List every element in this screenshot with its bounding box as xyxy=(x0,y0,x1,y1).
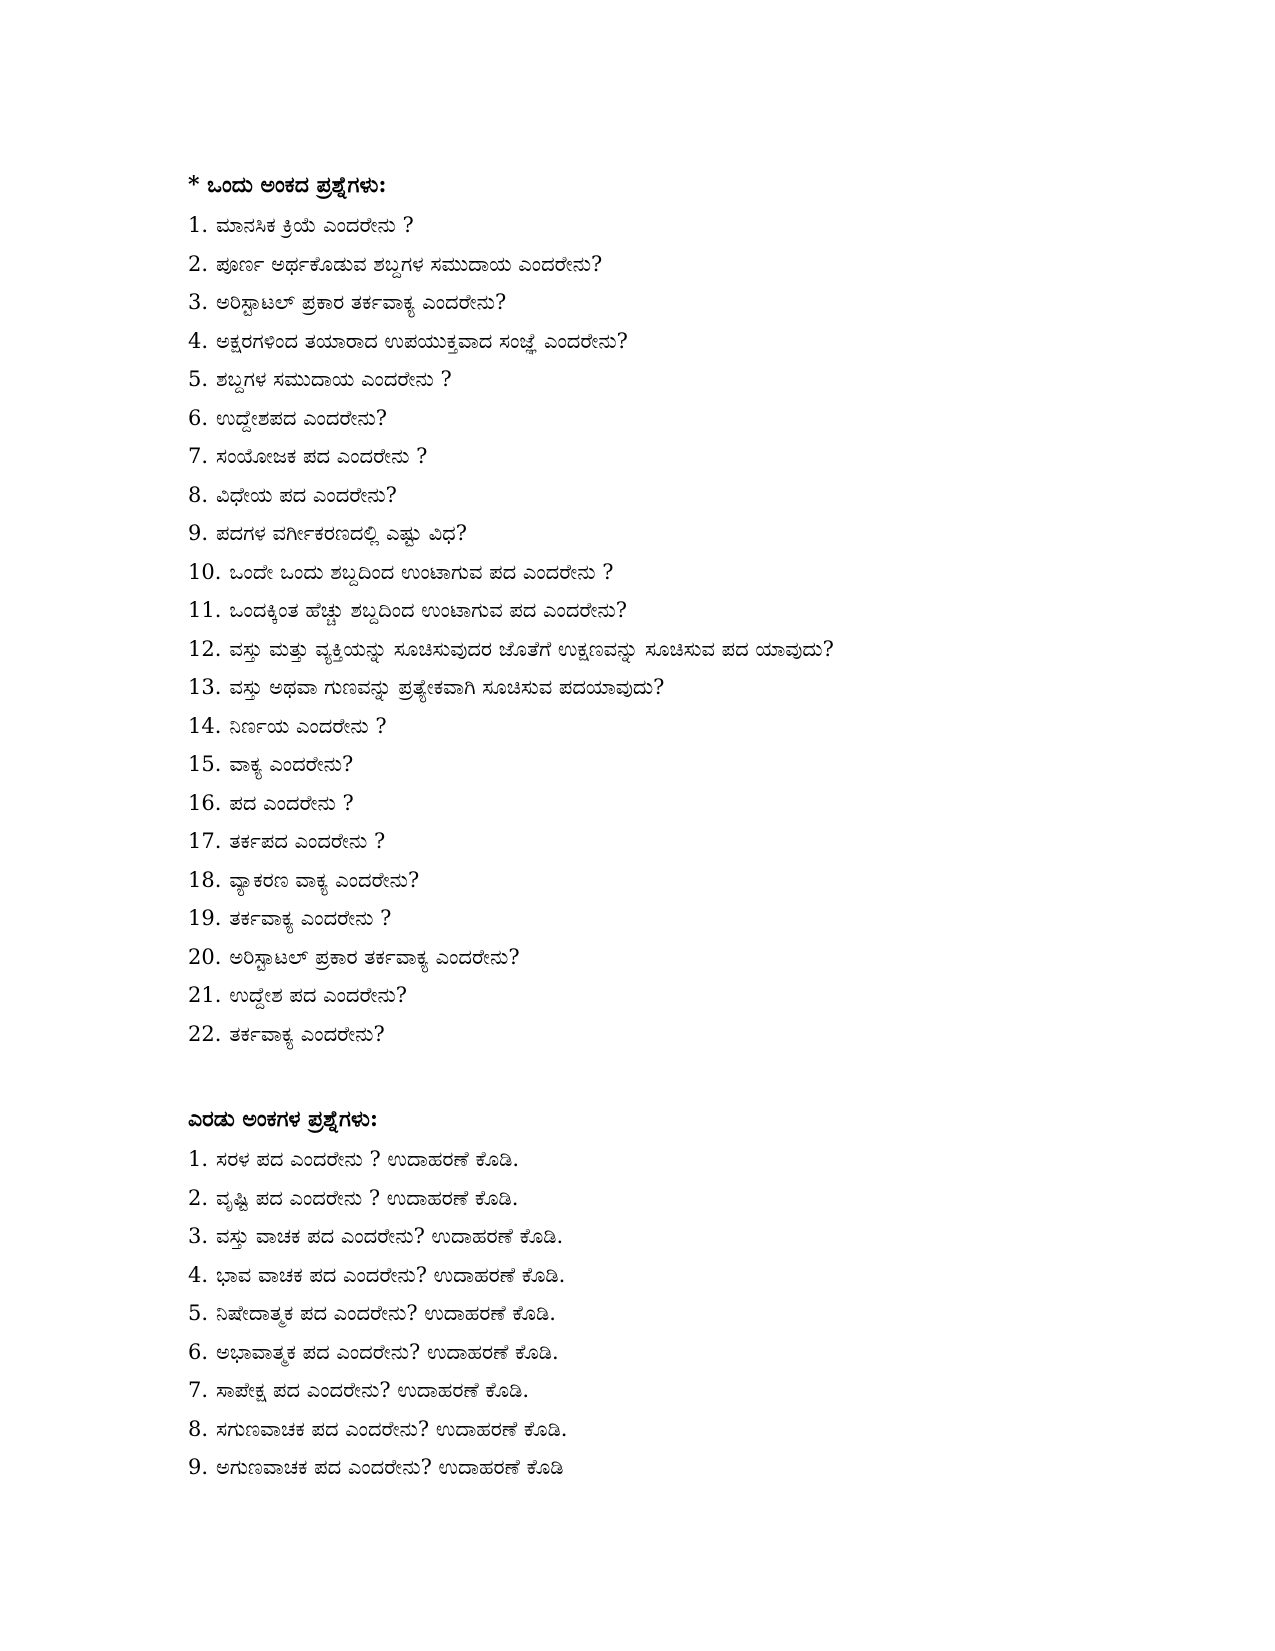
question-text: ಪದ ಎಂದರೇನು ? xyxy=(229,790,354,815)
question-number: 19. xyxy=(188,906,222,930)
question-item xyxy=(188,1333,1248,1372)
question-text: ವಾಕ್ಯ ಎಂದರೇನು? xyxy=(229,752,354,776)
question-item xyxy=(188,1294,1248,1333)
question-item xyxy=(188,206,1248,245)
question-item xyxy=(188,322,1248,361)
question-item xyxy=(188,899,1248,938)
question-text: ಭಾವ ವಾಚಕ ಪದ ಎಂದರೇನು? ಉದಾಹರಣೆ ಕೊಡಿ. xyxy=(216,1262,566,1287)
question-item xyxy=(188,553,1248,592)
question-text: ಒಂದೇ ಒಂದು ಶಬ್ದದಿಂದ ಉಂಟಾಗುವ ಪದ ಎಂದರೇನು ? xyxy=(229,559,614,584)
question-number: 5. xyxy=(188,1301,209,1325)
question-text: ಅರಿಸ್ಟಾಟಲ್ ಪ್ರಕಾರ ತರ್ಕವಾಕ್ಯ ಎಂದರೇನು? xyxy=(229,944,520,969)
question-item xyxy=(188,1448,1248,1487)
question-text: ವ್ಯಾಕರಣ ವಾಕ್ಯ ಎಂದರೇನು? xyxy=(229,867,420,892)
question-number: 8. xyxy=(188,482,209,507)
section-title: ಎರಡು ಅಂಕಗಳ ಪ್ರಶ್ನೆಗಳು: xyxy=(188,1106,379,1132)
question-item xyxy=(188,707,1248,746)
question-text: ಪೂರ್ಣ ಅರ್ಥಕೊಡುವ ಶಬ್ದಗಳ ಸಮುದಾಯ ಎಂದರೇನು? xyxy=(216,251,603,276)
question-number: 9. xyxy=(188,1455,209,1479)
question-number: 8. xyxy=(188,1416,209,1441)
question-number: 6. xyxy=(188,405,209,430)
question-text: ವಸ್ತು ವಾಚಕ ಪದ ಎಂದರೇನು? ಉದಾಹರಣೆ ಕೊಡಿ. xyxy=(216,1224,564,1248)
question-text: ಶಬ್ದಗಳ ಸಮುದಾಯ ಎಂದರೇನು ? xyxy=(216,367,452,391)
question-item xyxy=(188,476,1248,515)
question-item xyxy=(188,514,1248,553)
one-mark-questions-section xyxy=(188,170,1248,1053)
question-number: 15. xyxy=(188,752,222,776)
question-number: 1. xyxy=(188,213,209,237)
question-item xyxy=(188,1015,1248,1054)
question-number: 9. xyxy=(188,521,209,545)
question-item xyxy=(188,1256,1248,1295)
question-item xyxy=(188,245,1248,284)
question-text: ವಸ್ತು ಅಥವಾ ಗುಣವನ್ನು ಪ್ರತ್ಯೇಕವಾಗಿ ಸೂಚಿಸುವ ಪದಯಾವುದು? xyxy=(229,675,665,699)
question-list xyxy=(188,1140,1248,1487)
question-text: ನಿಷೇದಾತ್ಮಕ ಪದ ಎಂದರೇನು? ಉದಾಹರಣೆ ಕೊಡಿ. xyxy=(216,1301,556,1325)
question-text: ಸರಳ ಪದ ಎಂದರೇನು ? ಉದಾಹರಣೆ ಕೊಡಿ. xyxy=(216,1147,520,1171)
question-item xyxy=(188,1217,1248,1256)
question-number: 21. xyxy=(188,983,222,1007)
question-text: ತರ್ಕವಾಕ್ಯ ಎಂದರೇನು? xyxy=(229,1021,385,1046)
question-item xyxy=(188,360,1248,399)
question-number: 13. xyxy=(188,675,222,699)
question-text: ಸಾಪೇಕ್ಷ ಪದ ಎಂದರೇನು? ಉದಾಹರಣೆ ಕೊಡಿ. xyxy=(216,1378,529,1402)
question-text: ಉದ್ದೇಶ ಪದ ಎಂದರೇನು? xyxy=(229,983,408,1007)
question-item xyxy=(188,591,1248,630)
question-item xyxy=(188,1140,1248,1179)
question-item xyxy=(188,668,1248,707)
question-text: ಅರಿಸ್ಟಾಟಲ್ ಪ್ರಕಾರ ತರ್ಕವಾಕ್ಯ ಎಂದರೇನು? xyxy=(216,290,507,314)
question-number: 11. xyxy=(188,598,222,622)
question-number: 10. xyxy=(188,559,222,584)
question-text: ಸಂಯೋಜಕ ಪದ ಎಂದರೇನು ? xyxy=(216,444,428,468)
question-item xyxy=(188,784,1248,823)
question-text: ವೃಷ್ಟಿ ಪದ ಎಂದರೇನು ? ಉದಾಹರಣೆ ಕೊಡಿ. xyxy=(216,1185,519,1210)
question-item xyxy=(188,745,1248,784)
question-number: 12. xyxy=(188,636,222,661)
question-text: ಉದ್ದೇಶಪದ ಎಂದರೇನು? xyxy=(216,405,388,430)
question-number: 18. xyxy=(188,867,222,892)
question-text: ಅಕ್ಷರಗಳಿಂದ ತಯಾರಾದ ಉಪಯುಕ್ತವಾದ ಸಂಜ್ಞೆ ಎಂದರೇನು? xyxy=(216,328,628,353)
question-number: 2. xyxy=(188,1185,209,1210)
question-number: 20. xyxy=(188,944,222,969)
question-item xyxy=(188,1371,1248,1410)
question-item xyxy=(188,630,1248,669)
question-text: ವಸ್ತು ಮತ್ತು ವ್ಯಕ್ತಿಯನ್ನು ಸೂಚಿಸುವುದರ ಜೊತೆಗೆ ಉಕ್ಷಣವನ್ನು ಸೂಚಿಸುವ ಪದ ಯಾವುದು? xyxy=(229,636,834,661)
question-item xyxy=(188,822,1248,861)
question-item xyxy=(188,976,1248,1015)
question-number: 5. xyxy=(188,367,209,391)
question-number: 7. xyxy=(188,1378,209,1402)
question-text: ನಿರ್ಣಯ ಎಂದರೇನು ? xyxy=(229,713,387,738)
question-text: ವಿಧೇಯ ಪದ ಎಂದರೇನು? xyxy=(216,482,397,507)
question-item xyxy=(188,283,1248,322)
section-title: * ಒಂದು ಅಂಕದ ಪ್ರಶ್ನೆಗಳು: xyxy=(188,172,387,198)
question-item xyxy=(188,1179,1248,1218)
question-item xyxy=(188,938,1248,977)
question-text: ಒಂದಕ್ಕಿಂತ ಹೆಚ್ಚು ಶಬ್ದದಿಂದ ಉಂಟಾಗುವ ಪದ ಎಂದರೇನು? xyxy=(229,598,628,622)
question-number: 4. xyxy=(188,1262,209,1287)
question-text: ತರ್ಕವಾಕ್ಯ ಎಂದರೇನು ? xyxy=(229,906,392,930)
question-item xyxy=(188,1410,1248,1449)
question-text: ಪದಗಳ ವರ್ಗೀಕರಣದಲ್ಲಿ ಎಷ್ಟು ವಿಧ? xyxy=(216,521,467,545)
question-list xyxy=(188,206,1248,1053)
document-page xyxy=(188,170,1248,1487)
question-text: ಸಗುಣವಾಚಕ ಪದ ಎಂದರೇನು? ಉದಾಹರಣೆ ಕೊಡಿ. xyxy=(216,1416,568,1441)
question-text: ಅಭಾವಾತ್ಮಕ ಪದ ಎಂದರೇನು? ಉದಾಹರಣೆ ಕೊಡಿ. xyxy=(216,1339,559,1364)
question-number: 22. xyxy=(188,1021,222,1046)
question-number: 14. xyxy=(188,713,222,738)
question-number: 7. xyxy=(188,444,209,468)
question-number: 16. xyxy=(188,790,222,815)
question-number: 3. xyxy=(188,290,209,314)
question-number: 6. xyxy=(188,1339,209,1364)
question-text: ಅಗುಣವಾಚಕ ಪದ ಎಂದರೇನು? ಉದಾಹರಣೆ ಕೊಡಿ xyxy=(216,1455,564,1479)
question-text: ಮಾನಸಿಕ ಕ್ರಿಯೆ ಎಂದರೇನು ? xyxy=(216,213,414,237)
two-mark-questions-section xyxy=(188,1104,1248,1487)
question-item xyxy=(188,861,1248,900)
question-number: 17. xyxy=(188,829,222,853)
question-number: 2. xyxy=(188,251,209,276)
question-item xyxy=(188,399,1248,438)
question-item xyxy=(188,437,1248,476)
question-number: 4. xyxy=(188,328,209,353)
question-number: 1. xyxy=(188,1147,209,1171)
question-number: 3. xyxy=(188,1224,209,1248)
question-text: ತರ್ಕಪದ ಎಂದರೇನು ? xyxy=(229,829,386,853)
